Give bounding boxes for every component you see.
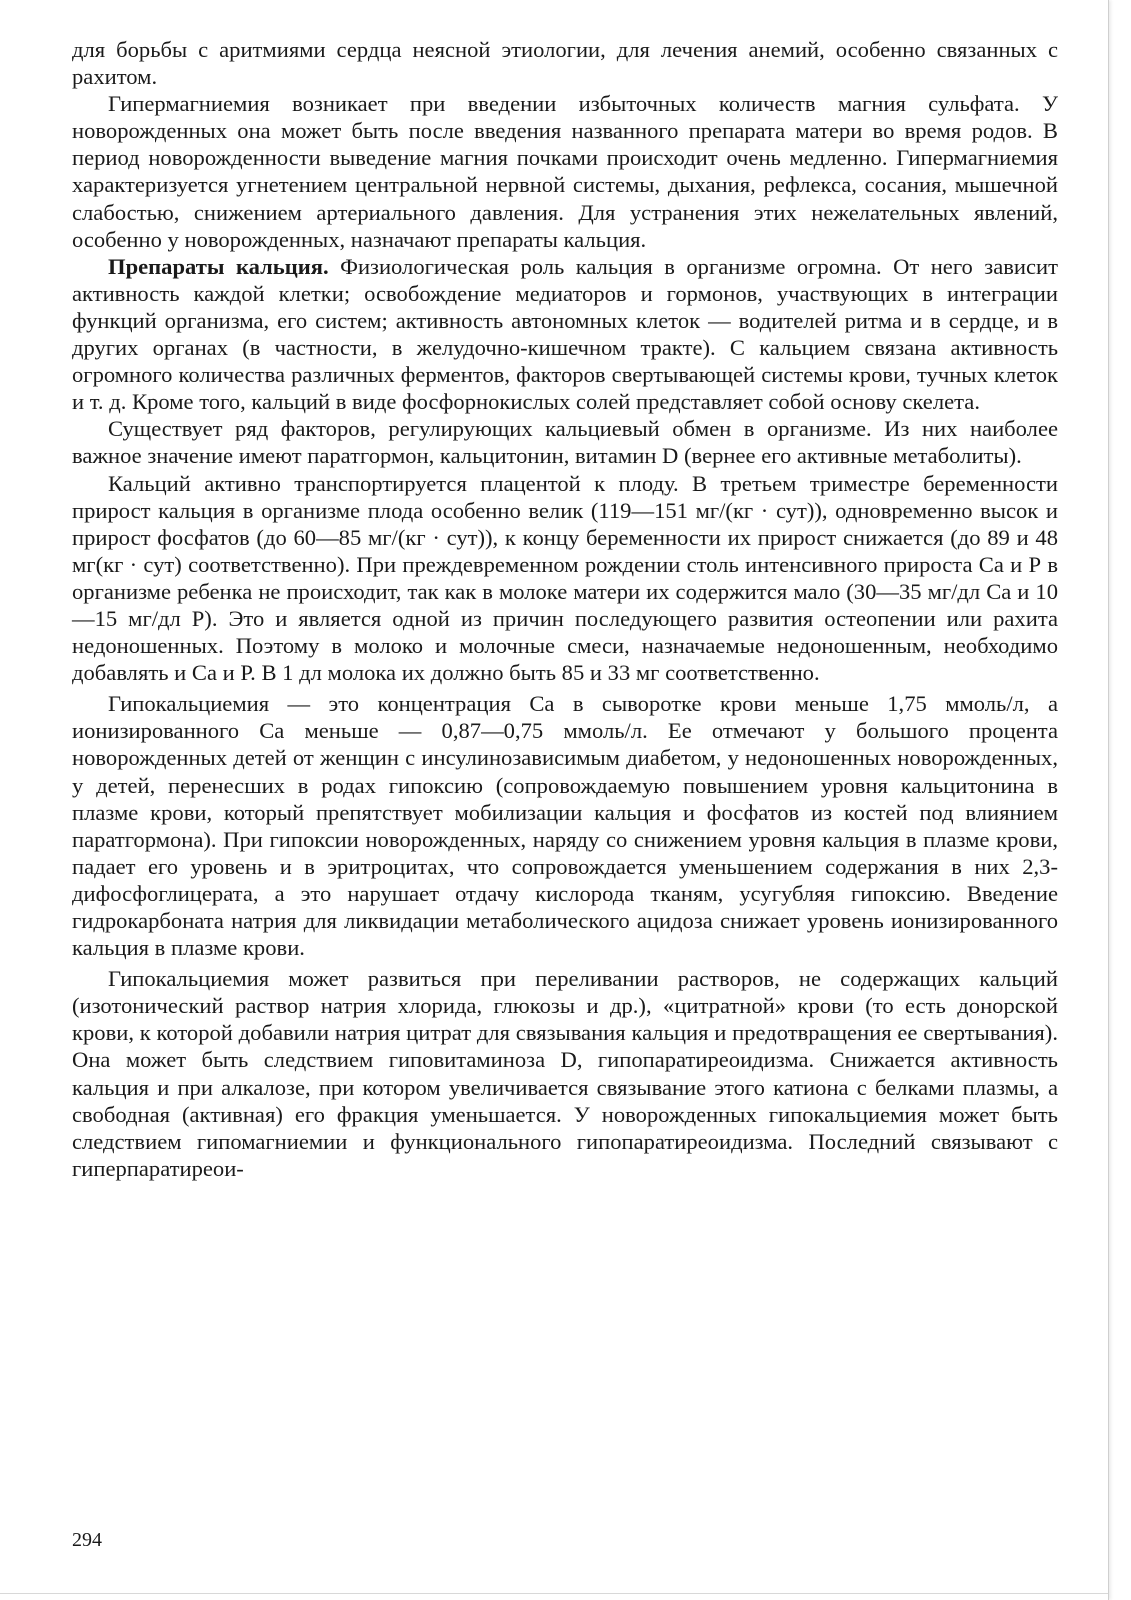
paragraph-2 — [72, 90, 1058, 253]
section-heading-calcium: Препараты кальция. — [108, 253, 329, 279]
page-bottom-divider — [0, 1593, 1108, 1594]
paragraph-2-text: Гипермагниемия возникает при введении избыточных количеств магния сульфата. У новорожденных она может быть после введения названного препарата матери во время родов. В период новорожденности выведение магния почками происходит очень медленно. Гипермагниемия характеризуется угнетением центральной нервной системы, дыхания, рефлекса, сосания, мышечной слабостью, снижением артериального давления. Для устранения этих нежелательных явлений, особенно у новорожденных, назначают препараты кальция. — [72, 91, 1058, 252]
paragraph-3 — [72, 253, 1058, 416]
paragraph-4-text: Существует ряд факторов, регулирующих кальциевый обмен в организме. Из них наиболее важное значение имеют паратгормон, кальцитонин, витамин D (вернее его активные метаболиты). — [72, 416, 1058, 469]
paragraph-7 — [72, 965, 1058, 1182]
page-body-text — [72, 36, 1058, 1182]
paragraph-1-text: для борьбы с аритмиями сердца неясной этиологии, для лечения анемий, особенно связанных с рахитом. — [72, 37, 1058, 90]
paragraph-6-text: Гипокальциемия — это концентрация Са в сыворотке крови меньше 1,75 ммоль/л, а ионизированного Са меньше — 0,87—0,75 ммоль/л. Ее отмечают у большого процента новорожденных детей от женщин с инсулинозависимым диабетом, у недоношенных новорожденных, у детей, перенесших в родах гипоксию (сопровождаемую повышением уровня кальцитонина в плазме крови, который препятствует мобилизации кальция и фосфатов из костей под влиянием паратгормона). При гипоксии новорожденных, наряду со снижением уровня кальция в плазме крови, падает его уровень и в эритроцитах, что сопровождается уменьшением содержания в них 2,3-дифосфоглицерата, а это нарушает отдачу кислорода тканям, усугубляя гипоксию. Введение гидрокарбоната натрия для ликвидации метаболического ацидоза снижает уровень ионизированного кальция в плазме крови. — [72, 691, 1058, 961]
paragraph-1 — [72, 36, 1058, 90]
page-number: 294 — [72, 1529, 102, 1551]
paragraph-5 — [72, 470, 1058, 687]
paragraph-5-text: Кальций активно транспортируется плацентой к плоду. В третьем триместре беременности прирост кальция в организме плода особенно велик (119—151 мг/(кг · сут)), одновременно высок и прирост фосфатов (до 60—85 мг/(кг · сут)), к концу беременности их прирост снижается (до 89 и 48 мг(кг · сут) соответственно). При преждевременном рождении столь интенсивного прироста Са и Р в организме ребенка не происходит, так как в молоке матери их содержится мало (30—35 мг/дл Са и 10—15 мг/дл Р). Это и является одной из причин последующего развития остеопении или рахита недоношенных. Поэтому в молоко и молочные смеси, назначаемые недоношенным, необходимо добавлять и Са и Р. В 1 дл молока их должно быть 85 и 33 мг соответственно. — [72, 470, 1058, 686]
paragraph-7-text: Гипокальциемия может развиться при переливании растворов, не содержащих кальций (изотонический раствор натрия хлорида, глюкозы и др.), «цитратной» крови (то есть донорской крови, к которой добавили натрия цитрат для связывания кальция и предотвращения ее свертывания). Она может быть следствием гиповитаминоза D, гипопаратиреоидизма. Снижается активность кальция и при алкалозе, при котором увеличивается связывание этого катиона с белками плазмы, а свободная (активная) его фракция уменьшается. У новорожденных гипокальциемия может быть следствием гипомагниемии и функционального гипопаратиреоидизма. Последний связывают с гиперпаратиреои- — [72, 966, 1058, 1181]
paragraph-3-text: Физиологическая роль кальция в организме огромна. От него зависит активность каждой клетки; освобождение медиаторов и гормонов, участвующих в интеграции функций организма, его систем; активность автономных клеток — водителей ритма и в сердце, и в других органах (в частности, в желудочно-кишечном тракте). С кальцием связана активность огромного количества различных ферментов, факторов свертывающей системы крови, тучных клеток и т. д. Кроме того, кальций в виде фосфорнокислых солей представляет собой основу скелета. — [72, 253, 1058, 415]
paragraph-6 — [72, 690, 1058, 961]
paragraph-4 — [72, 415, 1058, 469]
